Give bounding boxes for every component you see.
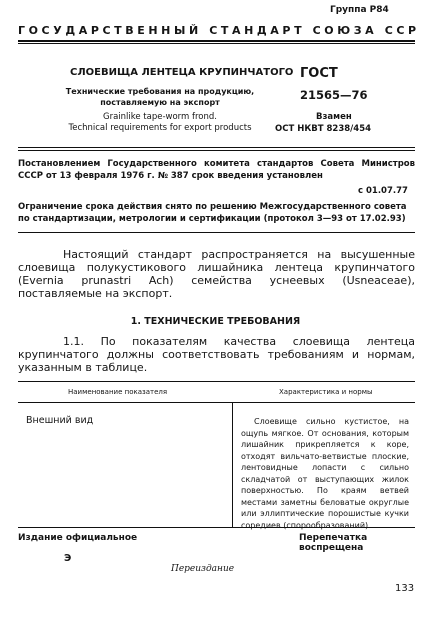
title-rule: [18, 147, 415, 148]
reprint-prohibited-label: Перепечатка воспрещена: [299, 533, 368, 553]
gost-number: 21565—76: [300, 88, 368, 102]
decree-rule: [18, 232, 415, 233]
table-top-rule: [18, 381, 415, 382]
table-bottom-rule: [18, 527, 415, 528]
gost-label: ГОСТ: [300, 66, 338, 81]
limit-removal-text: Ограничение срока действия снято по решению Межгосударственного совета по стандартизации, метрологии и сертификации (протокол 3—93 от 17.02.93): [18, 202, 407, 224]
official-edition-label: Издание официальное: [18, 533, 138, 543]
header-rule-thin: [18, 43, 415, 44]
section-heading: 1. ТЕХНИЧЕСКИЕ ТРЕБОВАНИЯ: [130, 316, 301, 327]
clause-1-1: 1.1. По показателям качества слоевища лентеца крупинчатого должны соответствовать требованиям и нормам, указанным в таблице.: [18, 335, 415, 374]
replaced-standard: ОСТ НКВТ 8238/454: [275, 124, 372, 134]
english-title-line: Technical requirements for export products: [68, 123, 252, 133]
title-rule-thin: [18, 150, 415, 151]
table-cell-norms: Слоевище сильно кустистое, на ощупь мягкое. От основания, которым лишайник прикрепляется к коре, отходят вильчато-ветвистые плоские, лентовидные лопасти с сильно складчатой от выступающих жилок поверхностью. По краям ветвей местами заметны беловатые округлые или эллиптические порошистые кучки соредиев (спорообразований): [241, 417, 409, 530]
subtitle-line: Технические требования на продукцию,: [65, 87, 255, 96]
page-number: 133: [395, 583, 415, 594]
table-column-divider: [232, 402, 233, 527]
intro-paragraph: Настоящий стандарт распространяется на высушенные слоевища полукустикового лишайника лентеца крупинчатого (Evernia prunastri Ach) семейства уснеевых (Usneaceae), поставляемые на экспорт.: [18, 248, 415, 300]
table-header-indicator: Наименование показателя: [68, 388, 168, 396]
table-header-rule: [18, 402, 415, 403]
subtitle-line: поставляемую на экспорт: [100, 98, 220, 107]
replaces-label: Взамен: [316, 112, 352, 122]
document-title: СЛОЕВИЩА ЛЕНТЕЦА КРУПИНЧАТОГО: [70, 67, 294, 78]
state-standard-heading: ГОСУДАРСТВЕННЫЙ СТАНДАРТ СОЮЗА ССР: [18, 24, 420, 37]
group-code: Группа Р84: [330, 5, 389, 15]
effective-date: с 01.07.77: [358, 186, 408, 196]
edition-mark: Э: [64, 553, 72, 564]
table-header-norms: Характеристика и нормы: [279, 388, 373, 396]
header-rule: [18, 40, 415, 42]
reissue-label: Переиздание: [171, 564, 235, 574]
english-title: [50, 112, 270, 134]
document-subtitle: [50, 86, 270, 108]
decree-text: Постановлением Государственного комитета стандартов Совета Министров СССР от 13 февраля 1976 г. № 387 срок введения установлен: [18, 159, 415, 181]
table-cell-indicator: Внешний вид: [26, 415, 94, 426]
english-title-line: Grainlike tape-worm frond.: [102, 112, 217, 122]
